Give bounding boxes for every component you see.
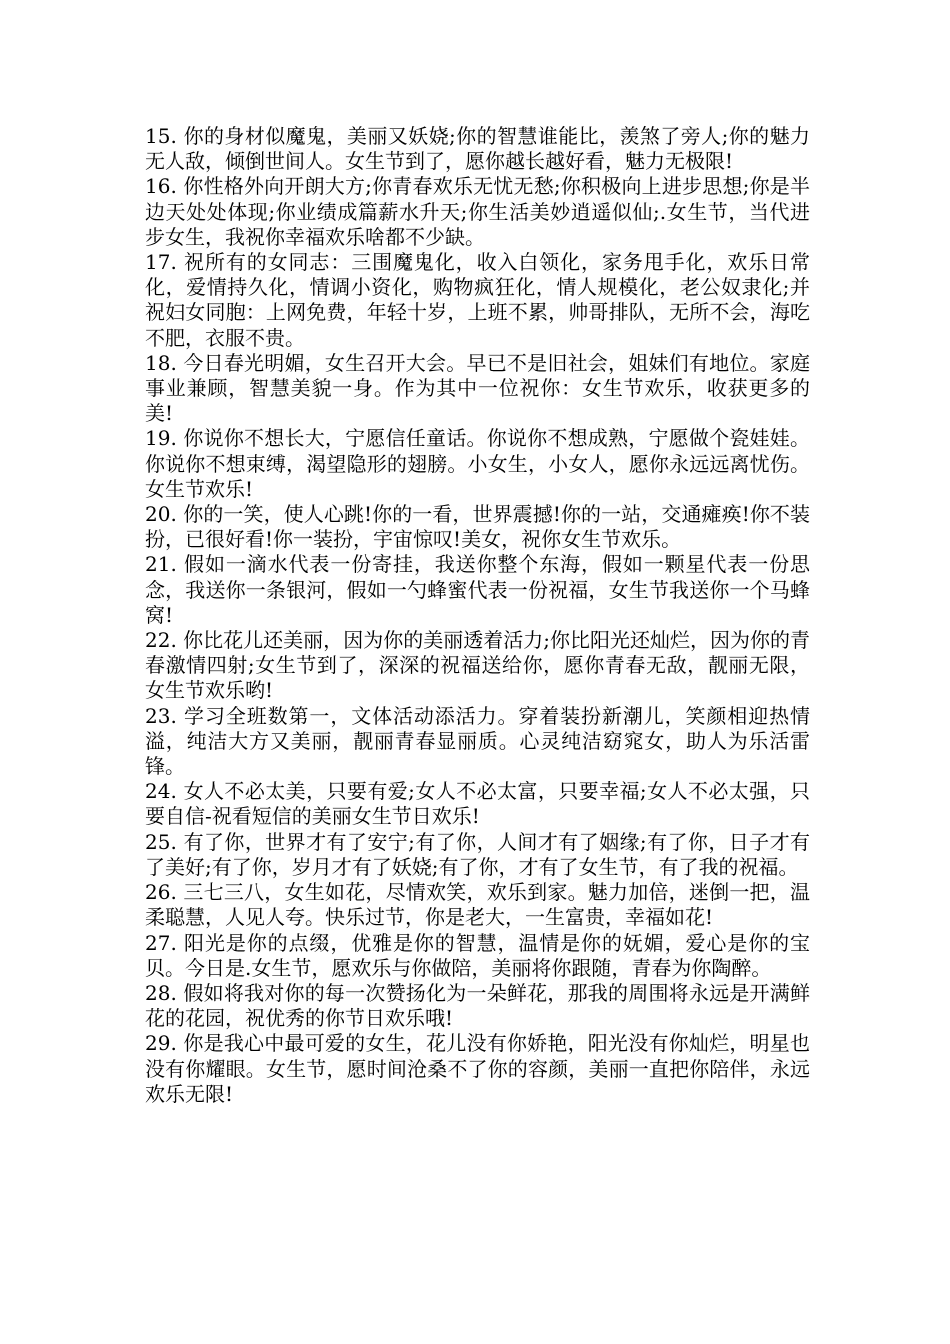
paragraph-28: 28. 假如将我对你的每一次赞扬化为一朵鲜花，那我的周围将永远是开满鲜花的花园，祝优秀的你节日欢乐哦! [145,980,810,1031]
paragraph-16: 16. 你性格外向开朗大方;你青春欢乐无忧无愁;你积极向上进步思想;你是半边天处处体现;你业绩成篇薪水升天;你生活美妙逍遥似仙;.女生节，当代进步女生，我祝你幸福欢乐啥都不少缺。 [145,174,810,249]
paragraph-20: 20. 你的一笑，使人心跳!你的一看，世界震撼!你的一站，交通瘫痪!你不装扮，已很好看!你一装扮，宇宙惊叹!美女，祝你女生节欢乐。 [145,502,810,552]
paragraph-19: 19. 你说你不想长大，宁愿信任童话。你说你不想成熟，宁愿做个瓷娃娃。你说你不想束缚，渴望隐形的翅膀。小女生，小女人，愿你永远远离忧伤。女生节欢乐! [145,426,810,501]
paragraph-21: 21. 假如一滴水代表一份寄挂，我送你整个东海，假如一颗星代表一份思念，我送你一条银河，假如一勺蜂蜜代表一份祝福，女生节我送你一个马蜂窝! [145,552,810,627]
paragraph-23: 23. 学习全班数第一，文体活动添活力。穿着装扮新潮儿，笑颜相迎热情溢，纯洁大方又美丽，靓丽青春显丽质。心灵纯洁窈窕女，助人为乐活雷锋。 [145,703,810,779]
paragraph-15: 15. 你的身材似魔鬼，美丽又妖娆;你的智慧谁能比，羡煞了旁人;你的魅力无人敌，倾倒世间人。女生节到了，愿你越长越好看，魅力无极限! [145,124,810,174]
paragraph-24: 24. 女人不必太美，只要有爱;女人不必太富，只要幸福;女人不必太强，只要自信-祝看短信的美丽女生节日欢乐! [145,779,810,829]
paragraph-25: 25. 有了你，世界才有了安宁;有了你，人间才有了姻缘;有了你，日子才有了美好;有了你，岁月才有了妖娆;有了你，才有了女生节，有了我的祝福。 [145,829,810,879]
paragraph-29: 29. 你是我心中最可爱的女生，花儿没有你娇艳，阳光没有你灿烂，明星也没有你耀眼。女生节，愿时间沧桑不了你的容颜，美丽一直把你陪伴，永远欢乐无限! [145,1031,810,1106]
paragraph-18: 18. 今日春光明媚，女生召开大会。早已不是旧社会，姐妹们有地位。家庭事业兼顾，智慧美貌一身。作为其中一位祝你：女生节欢乐，收获更多的美! [145,350,810,426]
paragraph-27: 27. 阳光是你的点缀，优雅是你的智慧，温情是你的妩媚，爱心是你的宝贝。今日是.女生节，愿欢乐与你做陪，美丽将你跟随，青春为你陶醉。 [145,930,810,980]
paragraph-22: 22. 你比花儿还美丽，因为你的美丽透着活力;你比阳光还灿烂，因为你的青春激情四射;女生节到了，深深的祝福送给你，愿你青春无敌，靓丽无限，女生节欢乐哟! [145,628,810,703]
paragraph-17: 17. 祝所有的女同志：三围魔鬼化，收入白领化，家务甩手化，欢乐日常化，爱情持久化，情调小资化，购物疯狂化，情人规模化，老公奴隶化;并祝妇女同胞：上网免费，年轻十岁，上班不累，帅哥排队，无所不会，海吃不肥，衣服不贵。 [145,250,810,350]
paragraph-26: 26. 三七三八，女生如花，尽情欢笑，欢乐到家。魅力加倍，迷倒一把，温柔聪慧，人见人夸。快乐过节，你是老大，一生富贵，幸福如花! [145,880,810,930]
document-body [145,124,810,1107]
